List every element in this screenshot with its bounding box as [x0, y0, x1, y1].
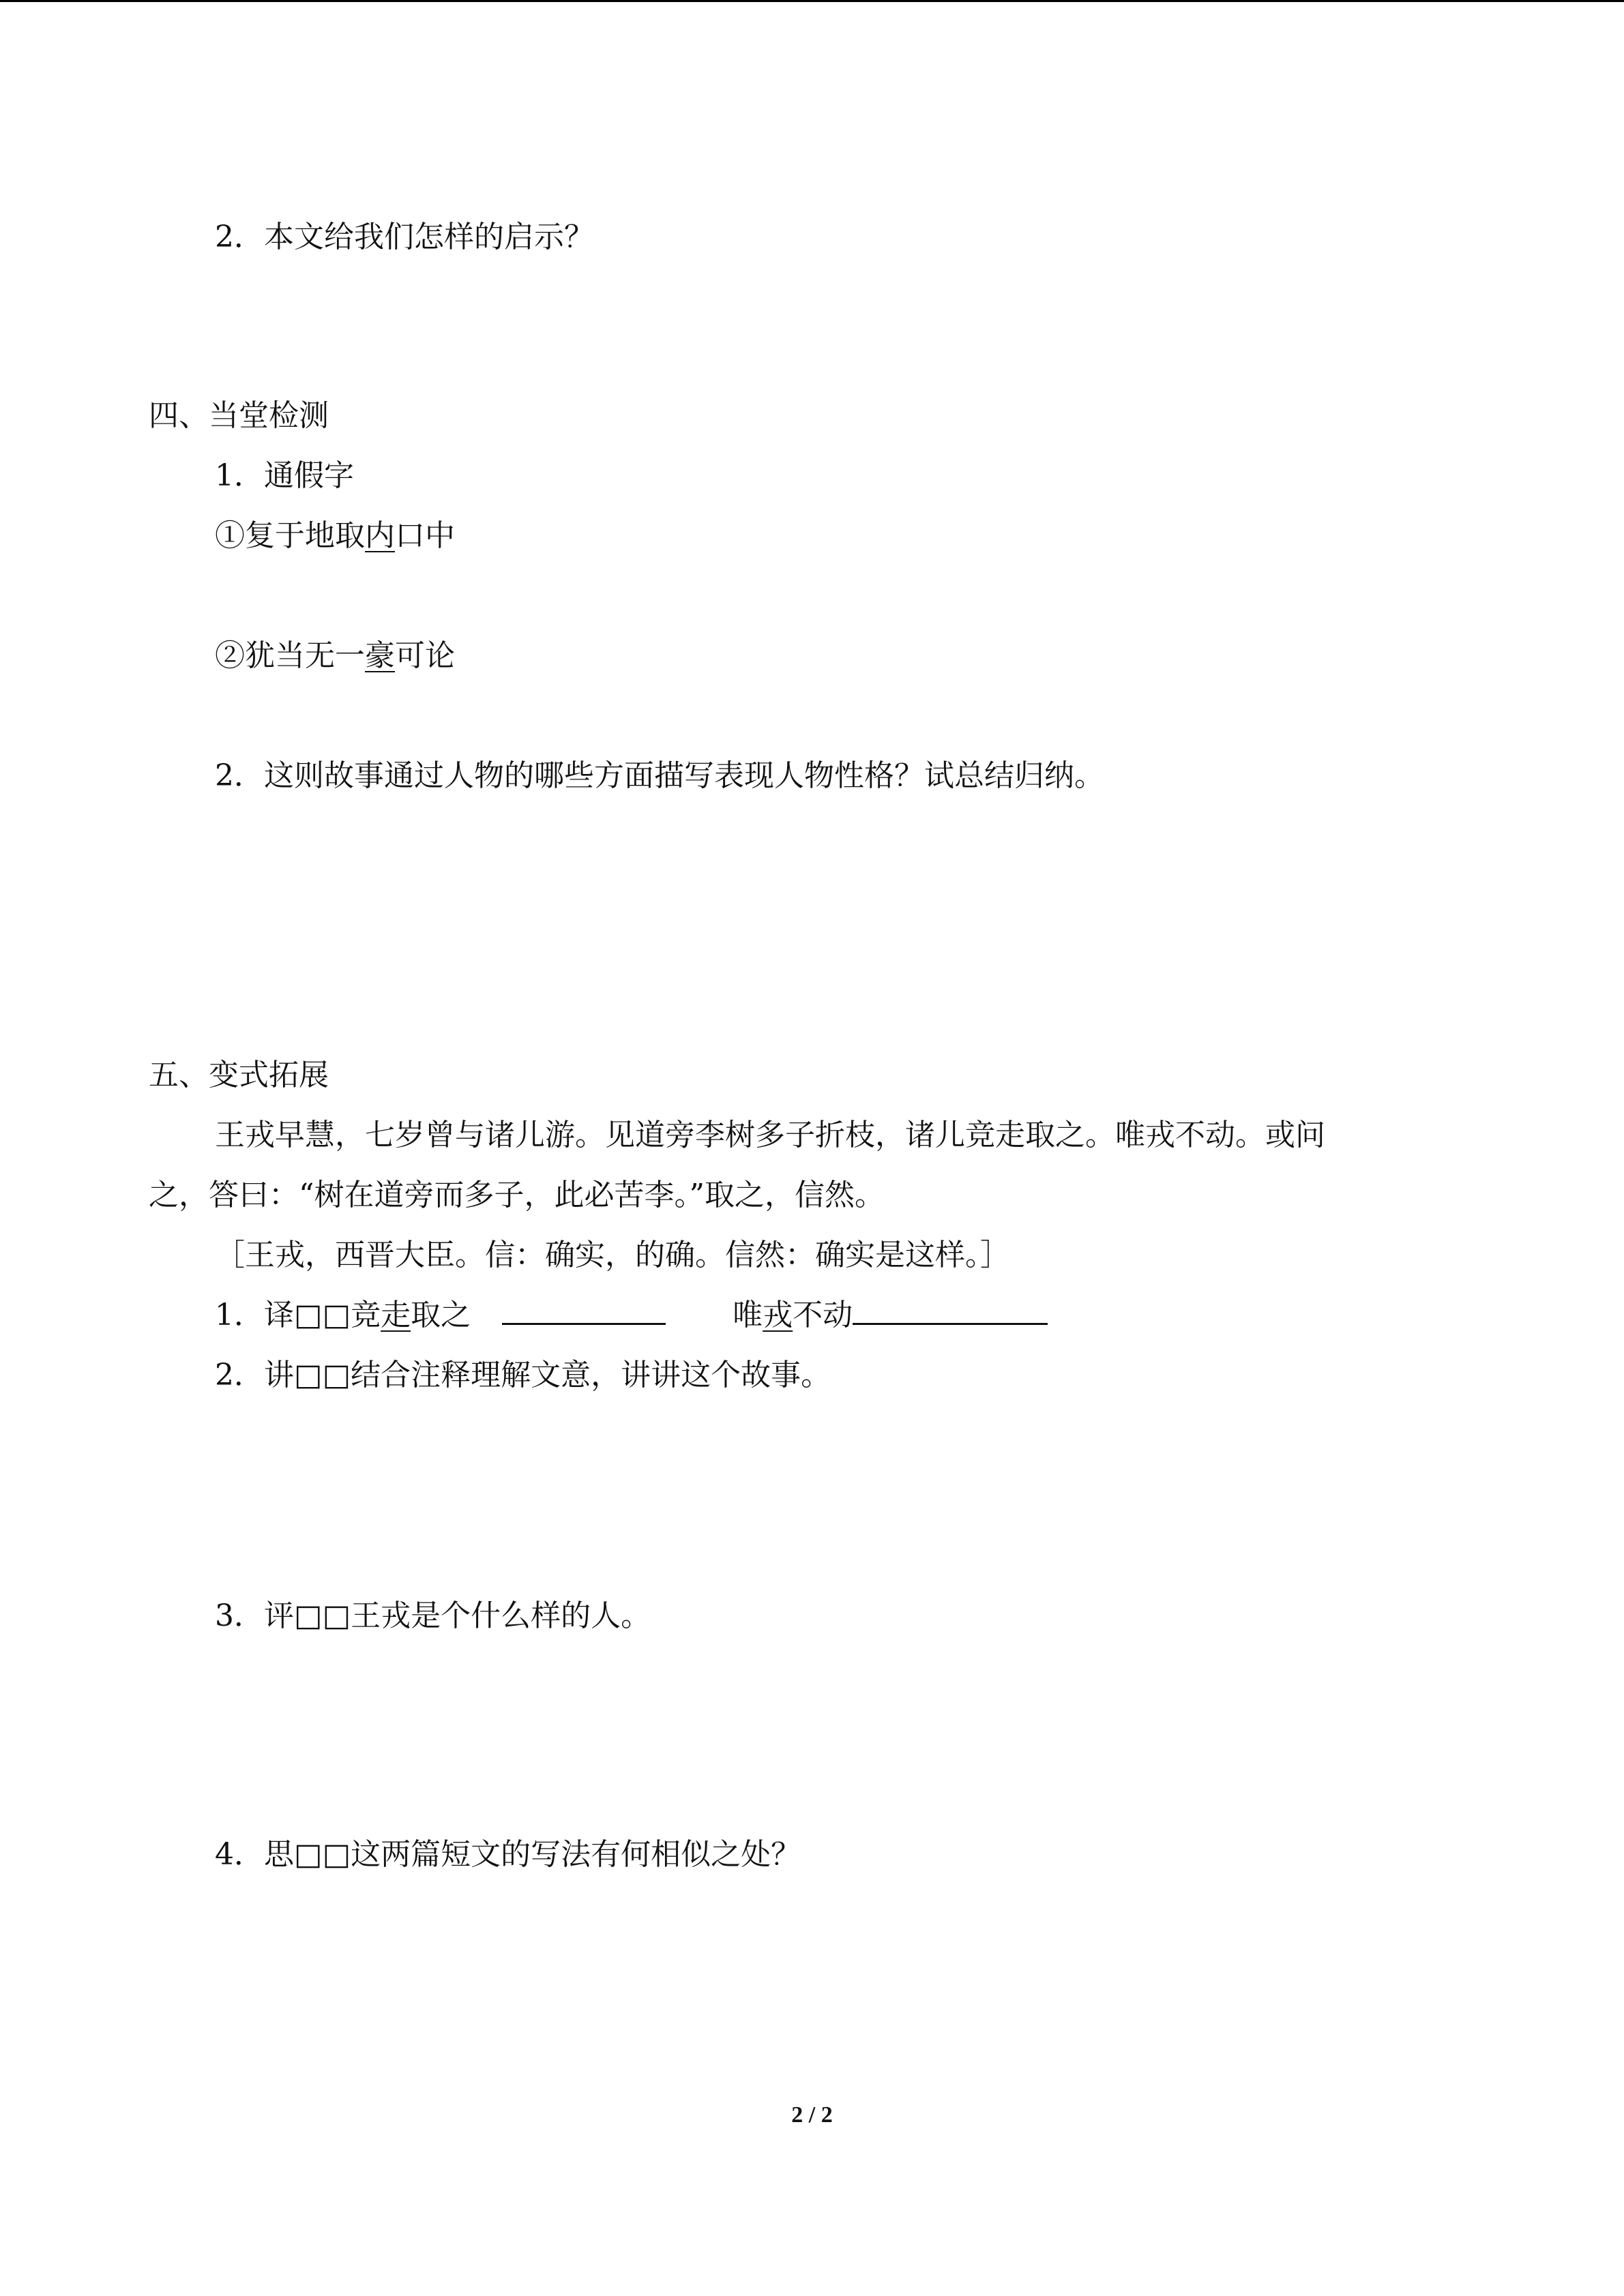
passage-line-1: 王戎早慧，七岁曾与诸儿游。见道旁李树多子折枝，诸儿竞走取之。唯戎不动。或问: [215, 1118, 1325, 1152]
question-evaluate: 3．评□□王戎是个什么样的人。: [215, 1598, 651, 1633]
tongjiazi-item-2: [215, 636, 455, 676]
translate-target-2: 戎: [763, 1298, 793, 1332]
tongjiazi-item-1-before: ①复于地取: [215, 518, 365, 553]
section-heading-4: 四、当堂检测: [149, 398, 329, 433]
question-characterization: 2．这则故事通过人物的哪些方面描写表现人物性格？试总结归纳。: [215, 758, 1104, 793]
question-translate: [215, 1295, 1048, 1336]
passage-annotation: ［王戎，西晋大臣。信：确实，的确。信然：确实是这样。］: [215, 1238, 1010, 1272]
translate-target-1: 走: [381, 1298, 411, 1332]
translate-after-1: 取之: [411, 1298, 471, 1332]
answer-blank-1[interactable]: [502, 1296, 666, 1325]
tongjiazi-item-1-after: 口中: [395, 518, 455, 553]
tongjiazi-item-2-after: 可论: [395, 638, 455, 673]
translate-after-2: 不动: [793, 1298, 853, 1332]
tongjiazi-item-1: [215, 516, 455, 556]
page-number: 2 / 2: [791, 2102, 833, 2128]
question-retell: 2．讲□□结合注释理解文意，讲讲这个故事。: [215, 1358, 831, 1392]
tongjiazi-item-2-target: 豪: [365, 638, 395, 673]
tongjiazi-item-2-before: ②犹当无一: [215, 638, 365, 673]
page-top-border: [0, 0, 1624, 2]
question-insight: 2．本文给我们怎样的启示？: [215, 220, 594, 254]
translate-before-2: 唯: [733, 1298, 763, 1332]
translate-label: 1．译□□竞: [215, 1298, 381, 1332]
question-tongjiazi: 1．通假字: [215, 458, 354, 493]
passage-line-2: 之，答曰：“树在道旁而多子，此必苦李。”取之，信然。: [149, 1178, 885, 1212]
tongjiazi-item-1-target: 内: [365, 518, 395, 553]
section-heading-5: 五、变式拓展: [149, 1058, 329, 1092]
question-compare: 4．思□□这两篇短文的写法有何相似之处？: [215, 1837, 801, 1872]
answer-blank-2[interactable]: [853, 1296, 1048, 1325]
